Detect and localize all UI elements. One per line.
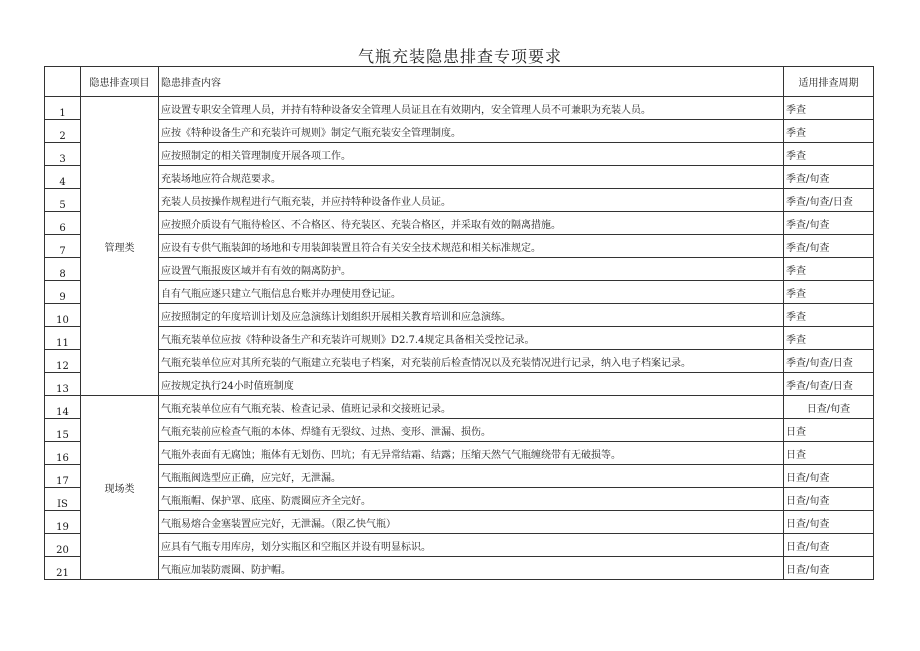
table-row bbox=[45, 396, 874, 419]
row-cycle: 季查 bbox=[784, 304, 874, 327]
row-cycle: 季查/旬查 bbox=[784, 212, 874, 235]
row-number: 12 bbox=[45, 350, 81, 373]
row-number: 20 bbox=[45, 534, 81, 557]
table-row bbox=[45, 212, 874, 235]
row-number: 8 bbox=[45, 258, 81, 281]
row-content: 气瓶应加装防震圈、防护帽。 bbox=[159, 557, 784, 580]
table-row bbox=[45, 465, 874, 488]
row-content: 气瓶充装前应检查气瓶的本体、焊缝有无裂纹、过热、变形、泄漏、损伤。 bbox=[159, 419, 784, 442]
row-number: 2 bbox=[45, 120, 81, 143]
table-row bbox=[45, 304, 874, 327]
row-cycle: 季查/旬查 bbox=[784, 235, 874, 258]
header-item: 隐患排查项目 bbox=[81, 67, 159, 97]
row-content: 气瓶外表面有无腐蚀；瓶体有无划伤、凹坑；有无异常结霜、结露；压缩天然气气瓶缠绕带有无破损等。 bbox=[159, 442, 784, 465]
table-row bbox=[45, 534, 874, 557]
table-row bbox=[45, 258, 874, 281]
row-cycle: 日查/旬查 bbox=[784, 534, 874, 557]
row-number: 7 bbox=[45, 235, 81, 258]
table-row bbox=[45, 97, 874, 120]
table-row bbox=[45, 143, 874, 166]
row-content: 应按《特种设备生产和充装许可规则》制定气瓶充装安全管理制度。 bbox=[159, 120, 784, 143]
table-row bbox=[45, 373, 874, 396]
row-content: 自有气瓶应逐只建立气瓶信息台账并办理使用登记证。 bbox=[159, 281, 784, 304]
row-cycle: 季查 bbox=[784, 327, 874, 350]
row-number: 4 bbox=[45, 166, 81, 189]
row-cycle: 日查/旬查 bbox=[784, 488, 874, 511]
table-row bbox=[45, 557, 874, 580]
row-content: 充装场地应符合规范要求。 bbox=[159, 166, 784, 189]
row-cycle: 日查/旬查 bbox=[784, 557, 874, 580]
row-content: 充装人员按操作规程进行气瓶充装，并应持特种设备作业人员证。 bbox=[159, 189, 784, 212]
row-cycle: 季查/旬查/日查 bbox=[784, 189, 874, 212]
row-cycle: 季查 bbox=[784, 258, 874, 281]
table-row bbox=[45, 166, 874, 189]
row-content: 气瓶充装单位应按《特种设备生产和充装许可规则》D2.7.4规定具备相关受控记录。 bbox=[159, 327, 784, 350]
row-content: 应设置气瓶报废区域并有有效的隔离防护。 bbox=[159, 258, 784, 281]
row-number: 1 bbox=[45, 97, 81, 120]
row-cycle: 日查/旬查 bbox=[784, 511, 874, 534]
table-row bbox=[45, 350, 874, 373]
table-row bbox=[45, 419, 874, 442]
row-content: 应按照制定的相关管理制度开展各项工作。 bbox=[159, 143, 784, 166]
row-number: 16 bbox=[45, 442, 81, 465]
header-cycle: 适用排查周期 bbox=[784, 67, 874, 97]
table-row bbox=[45, 235, 874, 258]
document-title: 气瓶充装隐患排查专项要求 bbox=[357, 47, 562, 66]
row-number: IS bbox=[45, 488, 81, 511]
table-row bbox=[45, 189, 874, 212]
row-number: 5 bbox=[45, 189, 81, 212]
row-content: 气瓶易熔合金塞装置应完好，无泄漏。（限乙快气瓶） bbox=[159, 511, 784, 534]
row-content: 应按照制定的年度培训计划及应急演练计划组织开展相关教育培训和应急演练。 bbox=[159, 304, 784, 327]
row-content: 气瓶充装单位应有气瓶充装、检查记录、值班记录和交接班记录。 bbox=[159, 396, 784, 419]
row-number: 14 bbox=[45, 396, 81, 419]
row-number: 17 bbox=[45, 465, 81, 488]
row-content: 应具有气瓶专用库房，划分实瓶区和空瓶区并设有明显标识。 bbox=[159, 534, 784, 557]
row-content: 应按照介质设有气瓶待检区、不合格区、待充装区、充装合格区，并采取有效的隔离措施。 bbox=[159, 212, 784, 235]
row-content: 应设有专供气瓶装卸的场地和专用装卸装置且符合有关安全技术规范和相关标准规定。 bbox=[159, 235, 784, 258]
row-number: 11 bbox=[45, 327, 81, 350]
row-cycle: 季查 bbox=[784, 97, 874, 120]
row-number: 21 bbox=[45, 557, 81, 580]
row-number: 6 bbox=[45, 212, 81, 235]
row-cycle: 季查/旬查/日查 bbox=[784, 350, 874, 373]
row-cycle: 季查 bbox=[784, 120, 874, 143]
row-number: 15 bbox=[45, 419, 81, 442]
row-content: 应按规定执行24小时值班制度 bbox=[159, 373, 784, 396]
row-cycle: 季查/旬查/日查 bbox=[784, 373, 874, 396]
category-management: 管理类 bbox=[81, 97, 159, 396]
row-cycle: 日查/旬查 bbox=[784, 465, 874, 488]
table-row bbox=[45, 442, 874, 465]
table-row bbox=[45, 281, 874, 304]
table-row bbox=[45, 488, 874, 511]
table-header-row bbox=[45, 67, 874, 97]
row-number: 13 bbox=[45, 373, 81, 396]
row-cycle: 季查/旬查 bbox=[784, 166, 874, 189]
row-number: 10 bbox=[45, 304, 81, 327]
header-number bbox=[45, 67, 81, 97]
row-cycle: 季查 bbox=[784, 143, 874, 166]
inspection-table bbox=[44, 66, 874, 580]
table-row bbox=[45, 120, 874, 143]
row-content: 应设置专职安全管理人员，并持有特种设备安全管理人员证且在有效期内，安全管理人员不可兼职为充装人员。 bbox=[159, 97, 784, 120]
row-number: 3 bbox=[45, 143, 81, 166]
row-cycle: 季查 bbox=[784, 281, 874, 304]
row-content: 气瓶瓶帽、保护罩、底座、防震圈应齐全完好。 bbox=[159, 488, 784, 511]
row-number: 19 bbox=[45, 511, 81, 534]
category-site: 现场类 bbox=[81, 396, 159, 580]
row-cycle: 日查 bbox=[784, 419, 874, 442]
row-number: 9 bbox=[45, 281, 81, 304]
header-content: 隐患排查内容 bbox=[159, 67, 784, 97]
row-content: 气瓶充装单位应对其所充装的气瓶建立充装电子档案，对充装前后检查情况以及充装情况进行记录，纳入电子档案记录。 bbox=[159, 350, 784, 373]
row-cycle: 日查 bbox=[784, 442, 874, 465]
row-content: 气瓶瓶阀选型应正确，应完好，无泄漏。 bbox=[159, 465, 784, 488]
row-cycle: 日查/旬查 bbox=[784, 396, 874, 419]
table-row bbox=[45, 327, 874, 350]
table-row bbox=[45, 511, 874, 534]
